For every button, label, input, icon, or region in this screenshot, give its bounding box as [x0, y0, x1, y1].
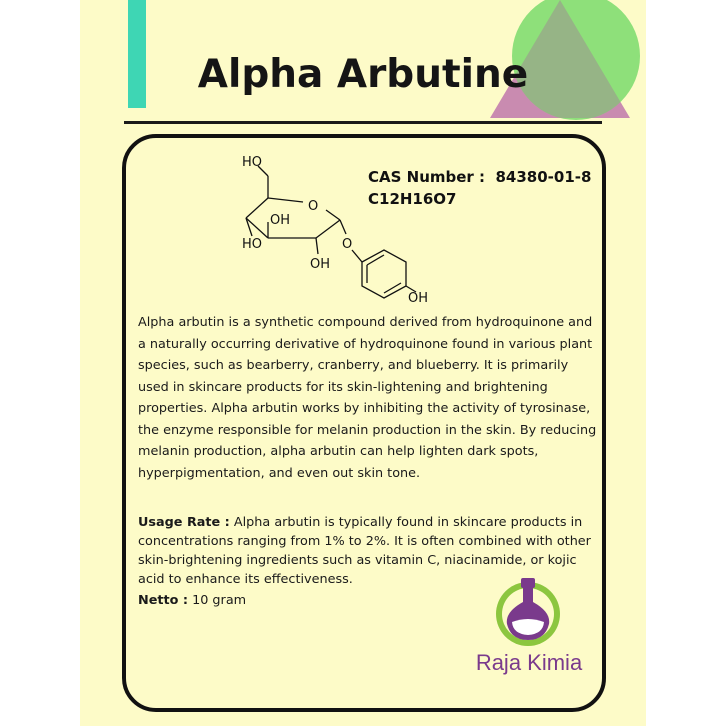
netto — [138, 591, 246, 610]
cas-block — [368, 166, 591, 210]
page-title: Alpha Arbutine — [197, 52, 529, 97]
label-ring-o: O — [308, 199, 319, 214]
title-divider — [124, 121, 602, 124]
description: Alpha arbutin is a synthetic compound derived from hydroquinone and a naturally occurring derivative of hydroquinone found in various plant species, such as bearberry, cranberry, and blueberry. It is primarily used in skincare products for its skin-lightening and brightening properties. Alpha arbutin works by inhibiting the activity of tyrosinase, the enzyme responsible for melanin production in the skin. By reducing melanin production, alpha arbutin can help lighten dark spots, hyperpigmentation, and even out skin tone. — [138, 315, 597, 481]
label-ho-top: HO — [242, 155, 263, 170]
brand-name: Raja Kimia — [475, 650, 583, 675]
usage-label: Usage Rate : — [138, 515, 230, 530]
netto-value: 10 gram — [192, 593, 247, 608]
product-card — [80, 0, 646, 726]
label-ho-left: HO — [242, 237, 263, 252]
usage-text: Alpha arbutin is typically found in skincare products in concentrations ranging from 1% to 2%. It is often combined with other skin-brightening ingredients such as vitamin C, niacinamide, or kojic acid to enhance its effectiveness. — [138, 515, 591, 587]
molecular-formula: C12H16O7 — [368, 190, 457, 208]
netto-label: Netto : — [138, 593, 188, 608]
cas-line — [368, 166, 591, 188]
label-link-o: O — [342, 237, 353, 252]
label-oh-1: OH — [270, 213, 291, 228]
cas-value: 84380-01-8 — [495, 168, 592, 186]
label-oh-2: OH — [310, 257, 331, 272]
label-oh-para: OH — [408, 291, 429, 306]
cas-label: CAS Number : — [368, 168, 486, 186]
